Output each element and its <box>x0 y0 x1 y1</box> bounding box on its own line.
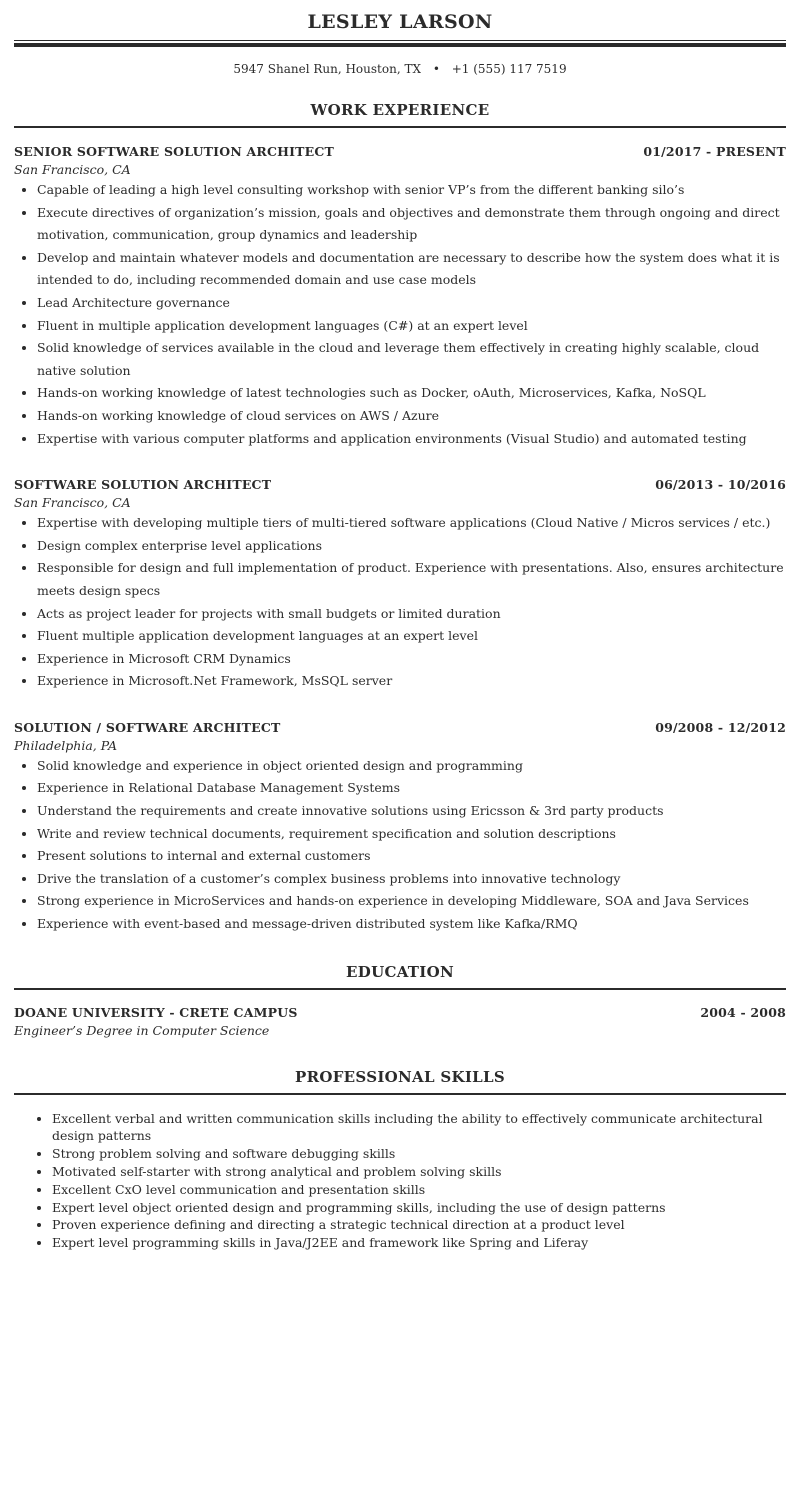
job-bullet: • Expertise with developing multiple tiers of multi-tiered software applications (Cloud Native / Micros services / etc.) <box>37 512 786 535</box>
job-bullet: • Lead Architecture governance <box>37 292 786 315</box>
job-bullet: • Hands-on working knowledge of cloud services on AWS / Azure <box>37 405 786 428</box>
job-bullet: • Develop and maintain whatever models and documentation are necessary to describe how the system does what it is intended to do, including recommended domain and use case models <box>37 247 786 292</box>
job-bullet: • Solid knowledge of services available in the cloud and leverage them effectively in creating highly scalable, cloud native solution <box>37 337 786 382</box>
skills-section <box>14 1067 786 1252</box>
job-bullets <box>14 512 786 693</box>
job-location: San Francisco, CA <box>14 162 131 177</box>
job-bullet: • Write and review technical documents, requirement specification and solution descriptions <box>37 823 786 846</box>
skill-item: • Excellent verbal and written communication skills including the ability to effectively communicate architectural design patterns <box>52 1110 786 1146</box>
job-bullet: • Expertise with various computer platforms and application environments (Visual Studio) and automated testing <box>37 428 786 451</box>
job-dates: 06/2013 - 10/2016 <box>655 477 786 493</box>
job-bullet: • Experience in Microsoft.Net Framework, MsSQL server <box>37 670 786 693</box>
education-section <box>14 962 786 1040</box>
job-header <box>14 143 786 161</box>
education-header <box>14 1004 786 1022</box>
contact-address: 5947 Shanel Run, Houston, TX <box>233 62 421 76</box>
job-entry <box>14 476 786 693</box>
education-dates: 2004 - 2008 <box>700 1004 786 1020</box>
job-dates: 09/2008 - 12/2012 <box>655 719 786 735</box>
section-rule <box>14 126 786 128</box>
job-bullet: • Fluent in multiple application development languages (C#) at an expert level <box>37 315 786 338</box>
school-name: DOANE UNIVERSITY - CRETE CAMPUS <box>14 1004 298 1020</box>
job-bullet: • Experience with event-based and message-driven distributed system like Kafka/RMQ <box>37 913 786 936</box>
job-title: SENIOR SOFTWARE SOLUTION ARCHITECT <box>14 144 335 159</box>
header-thick-rule <box>14 43 786 47</box>
job-entry <box>14 143 786 450</box>
contact-separator: • <box>432 62 440 76</box>
job-bullet: • Execute directives of organization’s mission, goals and objectives and demonstrate them through ongoing and direct motivation, communication, group dynamics and leadership <box>37 202 786 247</box>
skill-item: • Strong problem solving and software debugging skills <box>52 1145 786 1163</box>
section-title-skills: PROFESSIONAL SKILLS <box>295 1067 505 1086</box>
job-header <box>14 476 786 494</box>
skill-item: • Expert level object oriented design and programming skills, including the use of design patterns <box>52 1199 786 1217</box>
job-bullet: • Strong experience in MicroServices and hands-on experience in developing Middleware, SOA and Java Services <box>37 890 786 913</box>
job-bullets <box>14 179 786 450</box>
job-location: San Francisco, CA <box>14 495 131 511</box>
header-thin-rule <box>14 40 786 41</box>
contact-phone: +1 (555) 117 7519 <box>451 62 567 76</box>
contact-line <box>14 59 786 79</box>
section-rule <box>14 988 786 990</box>
skill-item: • Excellent CxO level communication and presentation skills <box>52 1181 786 1199</box>
job-bullet: • Capable of leading a high level consulting workshop with senior VP’s from the different banking silo’s <box>37 179 786 202</box>
candidate-name: LESLEY LARSON <box>307 11 493 33</box>
job-bullet: • Drive the translation of a customer’s complex business problems into innovative technology <box>37 868 786 891</box>
job-bullet: • Experience in Microsoft CRM Dynamics <box>37 648 786 671</box>
skill-item: • Proven experience defining and directing a strategic technical direction at a product level <box>52 1216 786 1234</box>
job-bullet: • Present solutions to internal and external customers <box>37 845 786 868</box>
skill-item: • Motivated self-starter with strong analytical and problem solving skills <box>52 1163 786 1181</box>
work-experience-section <box>14 100 786 936</box>
job-title: SOFTWARE SOLUTION ARCHITECT <box>14 477 272 493</box>
job-bullet: • Understand the requirements and create innovative solutions using Ericsson & 3rd party products <box>37 800 786 823</box>
job-header <box>14 719 786 737</box>
job-entry <box>14 719 786 936</box>
job-bullet: • Solid knowledge and experience in object oriented design and programming <box>37 755 786 778</box>
job-bullet: • Acts as project leader for projects with small budgets or limited duration <box>37 603 786 626</box>
job-bullet: • Hands-on working knowledge of latest technologies such as Docker, oAuth, Microservices, Kafka, NoSQL <box>37 382 786 405</box>
job-title: SOLUTION / SOFTWARE ARCHITECT <box>14 719 281 735</box>
job-bullet: • Fluent multiple application development languages at an expert level <box>37 625 786 648</box>
section-rule <box>14 1093 786 1095</box>
job-bullet: • Responsible for design and full implementation of product. Experience with presentations. Also, ensures architecture meets design specs <box>37 557 786 602</box>
job-bullet: • Experience in Relational Database Management Systems <box>37 777 786 800</box>
skills-list <box>14 1110 786 1252</box>
job-dates: 01/2017 - PRESENT <box>643 144 786 159</box>
section-title-work: WORK EXPERIENCE <box>310 101 490 119</box>
section-title-education: EDUCATION <box>346 962 454 981</box>
job-bullet: • Design complex enterprise level applications <box>37 535 786 558</box>
job-location: Philadelphia, PA <box>14 737 118 753</box>
degree: Engineer’s Degree in Computer Science <box>14 1022 270 1038</box>
education-entry <box>14 1004 786 1040</box>
skill-item: • Expert level programming skills in Java/J2EE and framework like Spring and Liferay <box>52 1234 786 1252</box>
job-bullets <box>14 755 786 936</box>
